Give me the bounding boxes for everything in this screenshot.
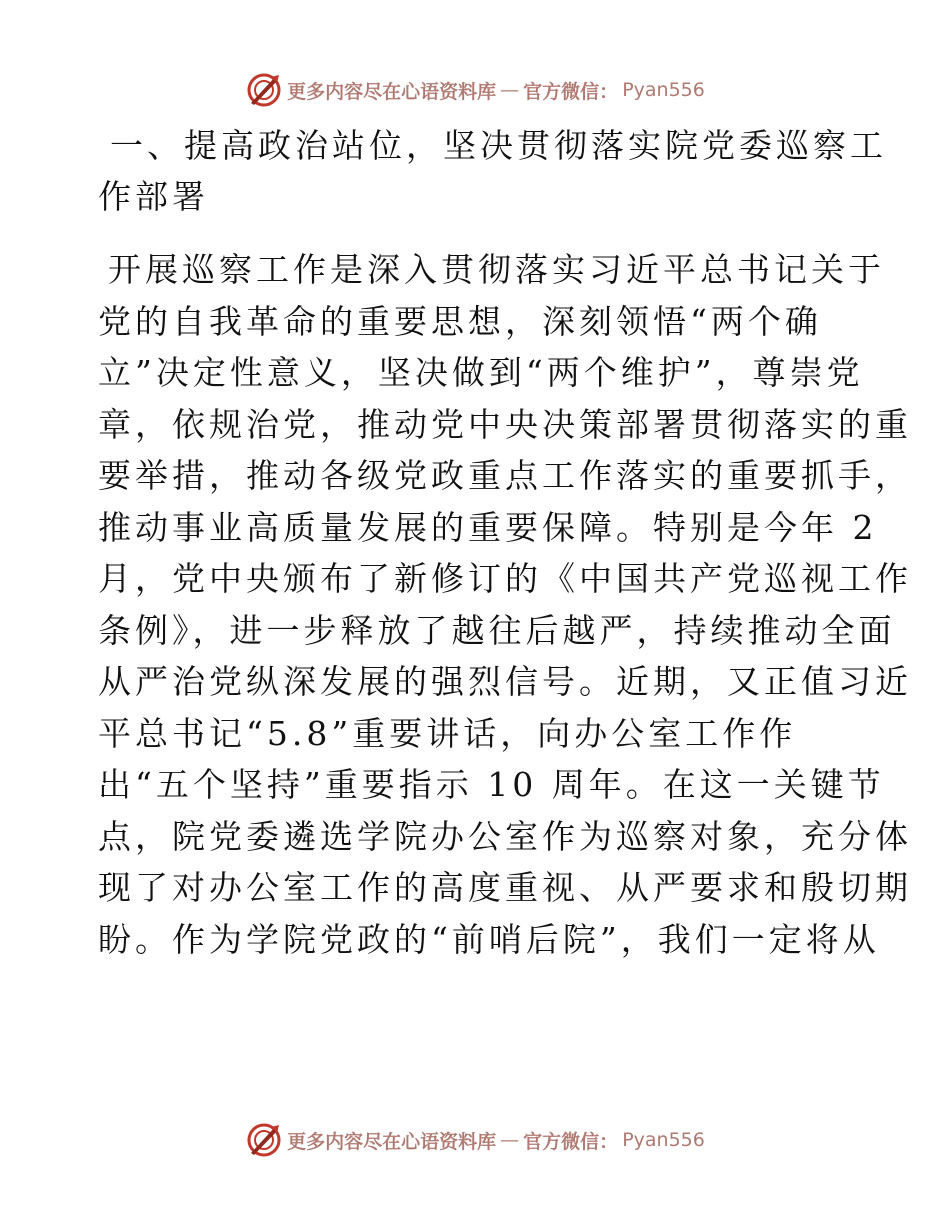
heading-line: 作部署 [98, 177, 209, 216]
banner-dash: — [500, 79, 520, 101]
paragraph-line: 党的自我革命的重要思想，深刻领悟“两个确 [98, 301, 822, 341]
paragraph-line: 点，院党委遴选学院办公室作为巡察对象，充分体 [98, 816, 912, 856]
paragraph-line: 立”决定性意义，坚决做到“两个维护”，尊崇党 [98, 353, 864, 392]
paragraph-line: 出“五个坚持”重要指示 10 周年。在这一关键节 [98, 765, 885, 804]
banner-wechat-id: Pyan556 [622, 1129, 705, 1151]
paragraph-line: 盼。作为学院党政的“前哨后院”，我们一定将从 [98, 919, 880, 959]
paragraph-line: 条例》，进一步释放了越往后越严，持续推动全面 [98, 610, 896, 650]
paragraph-line: 章，依规治党，推动党中央决策部署贯彻落实的重 [98, 404, 912, 444]
paragraph-line: 推动事业高质量发展的重要保障。特别是今年 2 [98, 507, 878, 547]
heading-line: 一、提高政治站位，坚决贯彻落实院党委巡察工 [110, 126, 887, 165]
section-heading [98, 120, 887, 222]
paragraph-line: 平总书记“5.8”重要讲话，向办公室工作作 [98, 713, 797, 753]
header-watermark-banner [0, 68, 950, 112]
banner-text: 更多内容尽在心语资料库 [287, 1130, 497, 1153]
banner-wechat-label: 官方微信： [523, 80, 619, 103]
banner-wechat-label: 官方微信： [523, 1130, 619, 1153]
paragraph-line: 从严治党纵深发展的强烈信号。近期，又正值习近 [98, 662, 912, 701]
banner-text: 更多内容尽在心语资料库 [287, 80, 497, 103]
paragraph-line: 现了对办公室工作的高度重视、从严要求和殷切期 [98, 868, 912, 907]
paragraph-line: 开展巡察工作是深入贯彻落实习近平总书记关于 [108, 250, 885, 289]
paragraph-line: 月，党中央颁布了新修订的《中国共产党巡视工作 [98, 559, 912, 598]
paragraph-line: 要举措，推动各级党政重点工作落实的重要抓手， [98, 456, 912, 495]
document-body [98, 120, 912, 965]
body-paragraph [98, 244, 912, 965]
red-quill-seal-icon [245, 1121, 283, 1159]
banner-wechat-id: Pyan556 [622, 79, 705, 101]
red-quill-seal-icon [245, 71, 283, 109]
banner-dash: — [500, 1129, 520, 1151]
footer-watermark-banner [0, 1118, 950, 1162]
